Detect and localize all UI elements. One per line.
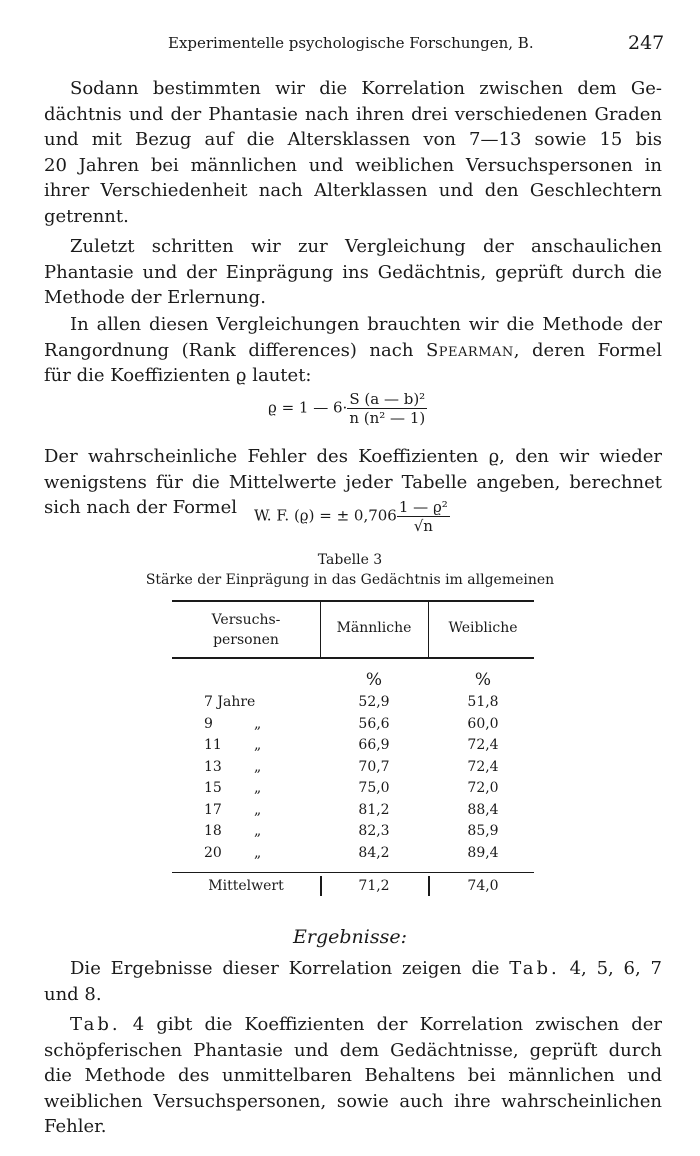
text-line: weiblichen Versuchspersonen, sowie auch ihre wahrscheinlichen xyxy=(44,1090,662,1112)
age-value: 7 Jahre xyxy=(204,694,256,710)
male-value: 52,9 xyxy=(358,694,390,710)
header-subjects-line-2: personen xyxy=(213,632,279,648)
male-value: 70,7 xyxy=(358,758,390,775)
male-value: 56,6 xyxy=(358,715,390,732)
age-value: 9 xyxy=(204,715,213,732)
text-line: ihrer Verschiedenheit nach Alterklassen und den Geschlechtern xyxy=(44,180,662,201)
text-line: Der wahrscheinliche Fehler des Koeffizienten ϱ, den wir wieder xyxy=(44,446,662,467)
female-value: 72,0 xyxy=(467,780,499,796)
page-number: 247 xyxy=(628,32,665,54)
ditto-mark: „ xyxy=(254,715,262,732)
header-male: Männliche xyxy=(336,620,412,636)
running-title: Experimentelle psychologische Forschungen, B. xyxy=(168,34,534,52)
text-fragment: Rangordnung (Rank differences) nach xyxy=(44,339,414,361)
mean-male: 71,2 xyxy=(358,878,390,894)
text-line: dächtnis und der Phantasie nach ihren drei verschiedenen Graden xyxy=(44,103,662,125)
header-subjects-line-1: Versuchs- xyxy=(211,612,281,628)
text-line xyxy=(44,338,662,364)
age-value: 13 xyxy=(204,758,222,775)
age-value: 20 xyxy=(204,844,222,861)
formula-denominator: √n xyxy=(413,517,433,535)
paragraph-results-2 xyxy=(44,1012,662,1140)
formula-denominator: n (n² — 1) xyxy=(349,409,426,427)
text-line: Phantasie und der Einprägung ins Gedächtnis, geprüft durch die xyxy=(44,261,662,283)
paragraph-2 xyxy=(44,234,662,311)
female-value: 72,4 xyxy=(467,758,499,775)
age-value: 17 xyxy=(204,801,222,818)
male-value: 66,9 xyxy=(358,737,390,753)
table-label: Tabelle 3 xyxy=(317,552,383,568)
table-caption: Stärke der Einprägung in das Gedächtnis im allgemeinen xyxy=(145,572,555,588)
male-value: 82,3 xyxy=(358,823,390,839)
text-fragment: 4, 5, 6, 7 xyxy=(569,958,662,979)
table-reference: Tab. xyxy=(70,1014,121,1035)
text-line: für die Koeffizienten ϱ lautet: xyxy=(44,365,312,386)
formula-lhs: ϱ = 1 — 6· xyxy=(268,398,348,417)
formula-lhs: W. F. (ϱ) = ± 0,706 xyxy=(254,506,397,525)
paragraph-3 xyxy=(44,312,662,389)
text-line: Sodann bestimmten wir die Korrelation zwischen dem Ge- xyxy=(70,78,662,99)
text-line: Fehler. xyxy=(44,1116,107,1137)
male-value: 81,2 xyxy=(358,801,390,818)
author-name: Spearman xyxy=(425,339,514,361)
formula-numerator: S (a — b)² xyxy=(347,390,427,409)
male-value: 84,2 xyxy=(358,844,390,861)
text-line: die Methode des unmittelbaren Behaltens bei männlichen und xyxy=(44,1065,662,1086)
female-value: 89,4 xyxy=(467,844,499,861)
text-fragment: Die Ergebnisse dieser Korrelation zeigen die xyxy=(70,958,500,979)
mean-label: Mittelwert xyxy=(208,878,284,894)
text-line: sich nach der Formel xyxy=(44,497,238,518)
header-subjects xyxy=(172,610,320,650)
age-value: 18 xyxy=(204,823,222,839)
text-line: und 8. xyxy=(44,983,102,1005)
ditto-mark: „ xyxy=(254,780,262,796)
text-line: In allen diesen Vergleichungen brauchten wir die Methode der xyxy=(70,314,662,335)
female-value: 88,4 xyxy=(467,801,499,818)
ditto-mark: „ xyxy=(254,844,262,861)
unit-female: % xyxy=(474,670,492,690)
female-value: 51,8 xyxy=(467,694,499,710)
formula-fraction xyxy=(397,498,450,535)
text-line: und mit Bezug auf die Altersklassen von 7—13 sowie 15 bis xyxy=(44,129,662,150)
table-top-rule xyxy=(172,600,534,602)
paragraph-results-1 xyxy=(44,956,662,1007)
text-fragment: , deren Formel xyxy=(513,339,662,361)
header-female: Weibliche xyxy=(448,620,518,636)
ditto-mark: „ xyxy=(254,801,262,818)
text-line: Zuletzt schritten wir zur Vergleichung der anschaulichen xyxy=(70,236,662,257)
age-value: 11 xyxy=(204,737,222,753)
text-fragment: 4 gibt die Koeffizienten der Korrelation zwischen der xyxy=(132,1014,662,1035)
spearman-formula xyxy=(268,390,427,427)
ditto-mark: „ xyxy=(254,758,262,775)
ditto-mark: „ xyxy=(254,823,262,839)
text-line: 20 Jahren bei männlichen und weiblichen Versuchspersonen in xyxy=(44,154,662,176)
text-line: Methode der Erlernung. xyxy=(44,287,266,308)
age-value: 15 xyxy=(204,780,222,796)
error-formula xyxy=(254,498,450,535)
female-value: 85,9 xyxy=(467,823,499,839)
text-line xyxy=(44,1012,662,1038)
female-value: 72,4 xyxy=(467,737,499,753)
text-line xyxy=(44,956,662,982)
male-value: 75,0 xyxy=(358,780,390,796)
unit-male: % xyxy=(365,670,383,690)
female-value: 60,0 xyxy=(467,715,499,732)
table-mean-rule xyxy=(172,872,534,873)
ditto-mark: „ xyxy=(254,737,262,753)
table-reference: Tab. xyxy=(509,958,560,979)
section-heading: Ergebnisse: xyxy=(293,926,407,948)
text-line: schöpferischen Phantasie und dem Gedächtnisse, geprüft durch xyxy=(44,1039,662,1061)
mean-female: 74,0 xyxy=(467,878,499,894)
text-line: getrennt. xyxy=(44,205,129,227)
paragraph-1 xyxy=(44,76,662,229)
table-header-rule xyxy=(172,657,534,659)
formula-fraction xyxy=(347,390,427,427)
text-line: wenigstens für die Mittelwerte jeder Tabelle angeben, berechnet xyxy=(44,471,662,493)
formula-numerator: 1 — ϱ² xyxy=(398,498,448,516)
